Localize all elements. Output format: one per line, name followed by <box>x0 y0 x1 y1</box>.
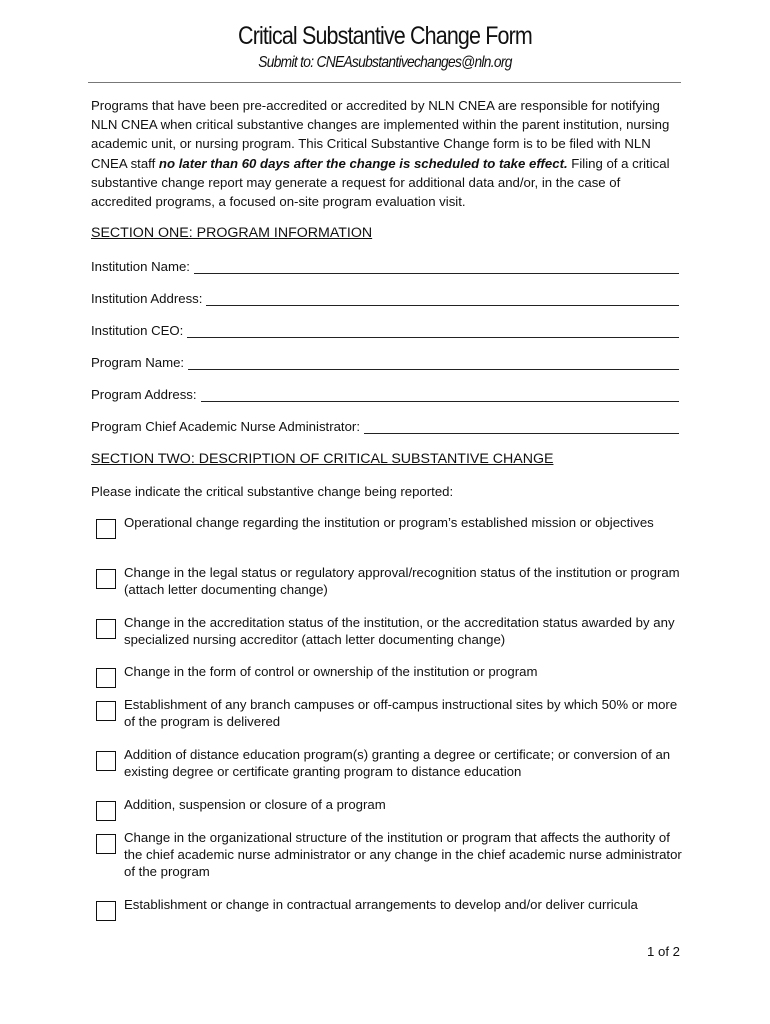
field-label: Institution CEO: <box>91 323 184 338</box>
field-label: Program Chief Academic Nurse Administrator: <box>91 419 360 434</box>
change-option-label: Change in the organizational structure of the institution or program that affects the authority of the chief academic nurse administrator or any change in the chief academic nurse administrator of the program <box>124 830 682 879</box>
intro-text-part2: Filing of a critical substantive change report may generate a request for additional data and/or, in the case of accredited programs, a focused on-site program evaluation visit. <box>91 155 670 210</box>
checkbox[interactable] <box>96 901 116 921</box>
checkbox[interactable] <box>96 668 116 688</box>
program-address-field[interactable] <box>91 387 679 402</box>
change-option-label: Establishment of any branch campuses or off-campus instructional sites by which 50% or more of the program is delivered <box>124 697 678 729</box>
fill-in-line[interactable] <box>194 262 679 274</box>
checkbox[interactable] <box>96 801 116 821</box>
fill-in-line[interactable] <box>206 294 679 306</box>
fill-in-line[interactable] <box>187 326 679 338</box>
intro-text-part1: Programs that have been pre-accredited or accredited by NLN CNEA are responsible for notifying NLN CNEA when critical substantive changes are implemented within the parent institution, nursing academic unit, or nursing program. This Critical Substantive Change form is to be filed with NLN CNEA staff <box>91 98 670 171</box>
change-option-label: Addition, suspension or closure of a program <box>124 797 386 812</box>
field-label: Institution Address: <box>91 291 203 306</box>
change-option-label: Change in the accreditation status of the institution, or the accreditation status awarded by any specialized nursing accreditor (attach letter documenting change) <box>124 615 675 647</box>
intro-paragraph <box>91 96 681 211</box>
institution-name-field[interactable] <box>91 259 679 274</box>
change-option-label: Establishment or change in contractual arrangements to develop and/or deliver curricula <box>124 897 638 912</box>
intro-deadline-emphasis: no later than 60 days after the change is scheduled to take effect. <box>158 155 568 171</box>
fill-in-line[interactable] <box>188 358 679 370</box>
page-number: 1 of 2 <box>647 944 680 959</box>
form-title: Critical Substantive Change Form <box>238 22 532 50</box>
fill-in-line[interactable] <box>364 422 679 434</box>
checkbox[interactable] <box>96 701 116 721</box>
fill-in-line[interactable] <box>201 390 679 402</box>
checkbox[interactable] <box>96 834 116 854</box>
header-divider <box>88 82 681 83</box>
checkbox[interactable] <box>96 619 116 639</box>
checkbox[interactable] <box>96 569 116 589</box>
checkbox[interactable] <box>96 519 116 539</box>
chief-nurse-administrator-field[interactable] <box>91 419 679 434</box>
submit-email-line: Submit to: CNEAsubstantivechanges@nln.org <box>258 54 512 71</box>
field-label: Program Address: <box>91 387 197 402</box>
institution-ceo-field[interactable] <box>91 323 679 338</box>
field-label: Program Name: <box>91 355 185 370</box>
institution-address-field[interactable] <box>91 291 679 306</box>
program-name-field[interactable] <box>91 355 679 370</box>
change-option-label: Operational change regarding the institution or program’s established mission or objectives <box>124 515 654 530</box>
change-option-label: Addition of distance education program(s) granting a degree or certificate; or conversion of an existing degree or certificate granting program to distance education <box>124 747 671 779</box>
change-option-label: Change in the form of control or ownership of the institution or program <box>124 664 538 679</box>
section-two-heading: SECTION TWO: DESCRIPTION OF CRITICAL SUBSTANTIVE CHANGE <box>91 451 554 467</box>
checkbox[interactable] <box>96 751 116 771</box>
section-two-prompt: Please indicate the critical substantive change being reported: <box>91 484 454 499</box>
change-option-label: Change in the legal status or regulatory approval/recognition status of the institution or program (attach letter documenting change) <box>124 565 680 597</box>
field-label: Institution Name: <box>91 259 190 274</box>
section-one-heading: SECTION ONE: PROGRAM INFORMATION <box>91 225 373 241</box>
